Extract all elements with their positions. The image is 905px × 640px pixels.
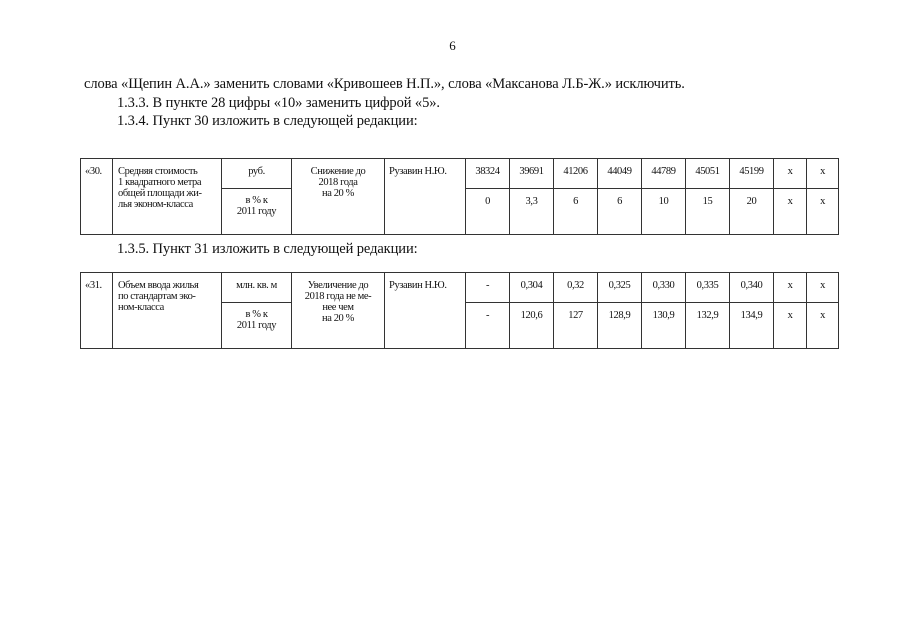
value-cell: 0,330 (642, 273, 686, 303)
table-row (81, 273, 839, 303)
value-cell: 127 (554, 303, 598, 349)
item-index: «30. (81, 159, 113, 235)
value-cell: 130,9 (642, 303, 686, 349)
value-cell: 0,335 (686, 273, 730, 303)
unit-primary: руб. (222, 159, 292, 189)
unit-line: 2011 году (236, 206, 277, 217)
value-cell: 15 (686, 189, 730, 235)
name-line: общей площади жи- (118, 188, 202, 199)
value-cell: x (807, 273, 839, 303)
responsible-person: Рузавин Н.Ю. (385, 273, 466, 349)
unit-secondary (222, 189, 292, 235)
page-number: 6 (449, 38, 456, 53)
value-cell: x (807, 189, 839, 235)
value-cell: 45199 (730, 159, 774, 189)
value-cell: 10 (642, 189, 686, 235)
value-cell: 134,9 (730, 303, 774, 349)
target-line: 2018 года (318, 177, 358, 188)
target-value (292, 159, 385, 235)
value-cell: - (466, 303, 510, 349)
paragraph-replacement: слова «Щепин А.А.» заменить словами «Кривошеев Н.П.», слова «Максанова Л.Б-Ж.» исключить. (84, 76, 685, 92)
paragraph-1-3-5: 1.3.5. Пункт 31 изложить в следующей редакции: (117, 241, 418, 257)
value-cell: 38324 (466, 159, 510, 189)
value-cell: 6 (598, 189, 642, 235)
value-cell: 0,325 (598, 273, 642, 303)
table-item-30 (80, 158, 839, 235)
target-line: 2018 года не ме- (304, 291, 372, 302)
target-value (292, 273, 385, 349)
target-line: Увеличение до (307, 280, 369, 291)
value-cell: 0,340 (730, 273, 774, 303)
table-item-31 (80, 272, 839, 349)
name-line: лья эконом-класса (118, 199, 193, 210)
value-cell: x (774, 189, 807, 235)
unit-secondary (222, 303, 292, 349)
value-cell: 0,304 (510, 273, 554, 303)
name-line: Объем ввода жилья (118, 280, 199, 291)
target-line: Снижение до (310, 166, 366, 177)
value-cell: 20 (730, 189, 774, 235)
unit-line: в % к (245, 309, 268, 320)
unit-line: 2011 году (236, 320, 277, 331)
value-cell: x (807, 159, 839, 189)
value-cell: x (774, 273, 807, 303)
target-line: нее чем (322, 302, 354, 313)
value-cell: 0,32 (554, 273, 598, 303)
name-line: ном-класса (118, 302, 164, 313)
indicator-name (113, 273, 222, 349)
unit-primary: млн. кв. м (222, 273, 292, 303)
responsible-person: Рузавин Н.Ю. (385, 159, 466, 235)
value-cell: 132,9 (686, 303, 730, 349)
target-line: на 20 % (322, 313, 354, 324)
paragraph-1-3-4: 1.3.4. Пункт 30 изложить в следующей редакции: (117, 113, 418, 129)
item-index: «31. (81, 273, 113, 349)
table-row (81, 159, 839, 189)
unit-line: в % к (245, 195, 268, 206)
value-cell: x (774, 159, 807, 189)
value-cell: 44049 (598, 159, 642, 189)
name-line: 1 квадратного метра (118, 177, 202, 188)
value-cell: 44789 (642, 159, 686, 189)
name-line: по стандартам эко- (118, 291, 196, 302)
paragraph-1-3-3: 1.3.3. В пункте 28 цифры «10» заменить цифрой «5». (117, 95, 440, 111)
value-cell: 128,9 (598, 303, 642, 349)
indicator-name (113, 159, 222, 235)
value-cell: 39691 (510, 159, 554, 189)
value-cell: 45051 (686, 159, 730, 189)
value-cell: 6 (554, 189, 598, 235)
value-cell: 0 (466, 189, 510, 235)
value-cell: 41206 (554, 159, 598, 189)
value-cell: 120,6 (510, 303, 554, 349)
name-line: Средняя стоимость (118, 166, 198, 177)
value-cell: x (807, 303, 839, 349)
value-cell: - (466, 273, 510, 303)
target-line: на 20 % (322, 188, 354, 199)
value-cell: 3,3 (510, 189, 554, 235)
value-cell: x (774, 303, 807, 349)
